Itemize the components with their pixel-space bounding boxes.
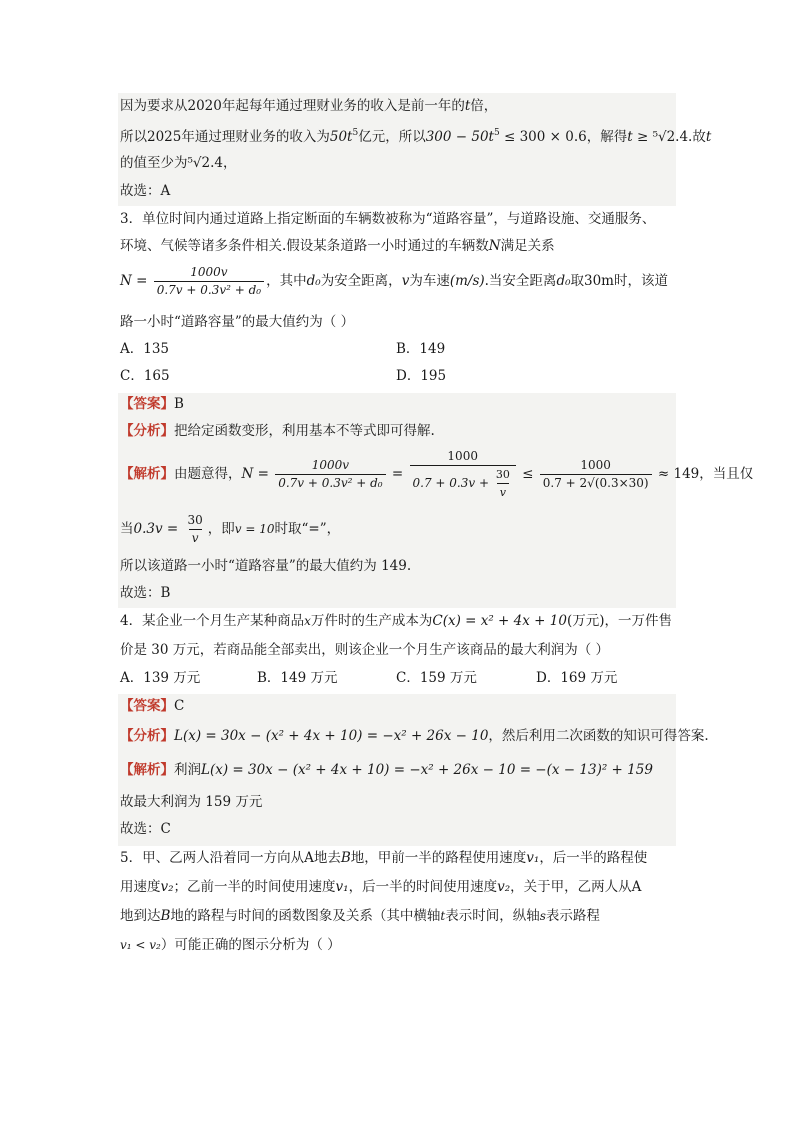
a3-choose: 故选：B xyxy=(120,585,171,601)
q4-option-b: B．149 万元 xyxy=(257,670,338,686)
q3-option-d: D．195 xyxy=(396,368,447,384)
a4-choose: 故选：C xyxy=(120,821,171,837)
prev-line-1: 因为要求从2020年起每年通过理财业务的收入是前一年的t倍， xyxy=(120,98,498,114)
q3-option-c: C．165 xyxy=(120,368,170,384)
analysis-tag: 【分析】 xyxy=(120,728,174,744)
q5-line-3: 地到达B地的路程与时间的函数图象及关系（其中横轴t表示时间，纵轴s表示路程 xyxy=(120,908,600,924)
prev-line-2: 所以2025年通过理财业务的收入为$50t^5$亿元，所以$300 - 50t^5 \le 300 \times 0.6$，解得t ≥ ⁵√2.4.故t xyxy=(120,128,712,145)
q3-formula-fraction: $\frac{1000v}{\text{0.7v + 0.3v² + d₀}}$ xyxy=(154,265,264,298)
q5-line-2: 用速度v₂；乙前一半的时间使用速度v₁，后一半的时间使用速度v₂，关于甲，乙两人从A xyxy=(120,879,642,895)
a3-fraction-2: 1000 0.7 + 0.3v + $\frac{30}{v}$ xyxy=(410,449,516,500)
q3-formula-lhs: N = xyxy=(120,273,148,289)
q3-formula-line: N = $\frac{1000v}{\text{0.7v + 0.3v² + d₀}}$ ，其中d₀为安全距离，v为车速(m/s).当安全距离d₀取30m时，该道 xyxy=(120,265,668,297)
a3-solution-line-2: 当0.3v = $\frac{30}{v}$ ，即v = 10时取“=”， xyxy=(120,513,341,545)
answer-tag: 【答案】 xyxy=(120,698,174,714)
q4-line-1: 4．某企业一个月生产某种商品x万件时的生产成本为C(x) = x² + 4x + 10(万元)，一万件售 xyxy=(120,613,672,629)
a3-answer: 【答案】B xyxy=(120,396,184,412)
q3-option-b: B．149 xyxy=(396,341,446,357)
a3-fraction-4: $\frac{30}{v}$ xyxy=(187,513,203,545)
analysis-tag: 【分析】 xyxy=(120,423,174,439)
a4-solution: 【解析】利润L(x) = 30x − (x² + 4x + 10) = −x² + 26x − 10 = −(x − 13)² + 159 xyxy=(120,762,653,778)
a3-solution-line-3: 所以该道路一小时“道路容量”的最大值约为 149. xyxy=(120,558,412,574)
q5-line-4: v₁ < v₂）可能正确的图示分析为（ ） xyxy=(120,937,341,953)
a3-fraction-3: $\frac{1000}{0.7 + 2√(0.3\times 30)}$ xyxy=(540,458,652,491)
solution-tag: 【解析】 xyxy=(120,466,174,482)
q4-option-d: D．169 万元 xyxy=(536,670,618,686)
a3-solution-line-1: 【解析】由题意得，N = $\frac{1000v}{\text{0.7v + 0.3v² + d₀}}$ = 1000 0.7 + 0.3v + $\frac{30}{v}$ ≤ $\frac{1000}{0.7 + 2√(0.3\times 30)}$ ≈ 149，当且仅 xyxy=(120,449,754,499)
a3-fraction-1: $\frac{1000v}{\text{0.7v + 0.3v² + d₀}}$ xyxy=(275,458,385,491)
q3-line-4: 路一小时“道路容量”的最大值约为（ ） xyxy=(120,314,355,330)
q4-option-c: C．159 万元 xyxy=(396,670,477,686)
q5-line-1: 5．甲、乙两人沿着同一方向从A地去B地，甲前一半的路程使用速度v₁，后一半的路程使 xyxy=(120,850,648,866)
prev-choose: 故选：A xyxy=(120,183,171,199)
solution-tag: 【解析】 xyxy=(120,762,174,778)
q4-line-2: 价是 30 万元，若商品能全部卖出，则该企业一个月生产该商品的最大利润为（ ） xyxy=(120,642,610,658)
answer-tag: 【答案】 xyxy=(120,396,174,412)
q4-option-a: A．139 万元 xyxy=(120,670,201,686)
q3-line-2: 环境、气候等诸多条件相关.假设某条道路一小时通过的车辆数N满足关系 xyxy=(120,238,555,254)
a4-analysis: 【分析】L(x) = 30x − (x² + 4x + 10) = −x² + 26x − 10，然后利用二次函数的知识可得答案. xyxy=(120,728,709,744)
a4-line-2: 故最大利润为 159 万元 xyxy=(120,794,263,810)
a4-answer: 【答案】C xyxy=(120,698,185,714)
prev-line-3: 的值至少为⁵√2.4， xyxy=(120,155,237,171)
q3-line-1: 3．单位时间内通过道路上指定断面的车辆数被称为“道路容量”，与道路设施、交通服务、 xyxy=(120,211,656,227)
q3-option-a: A．135 xyxy=(120,341,170,357)
a3-analysis: 【分析】把给定函数变形，利用基本不等式即可得解. xyxy=(120,423,435,439)
